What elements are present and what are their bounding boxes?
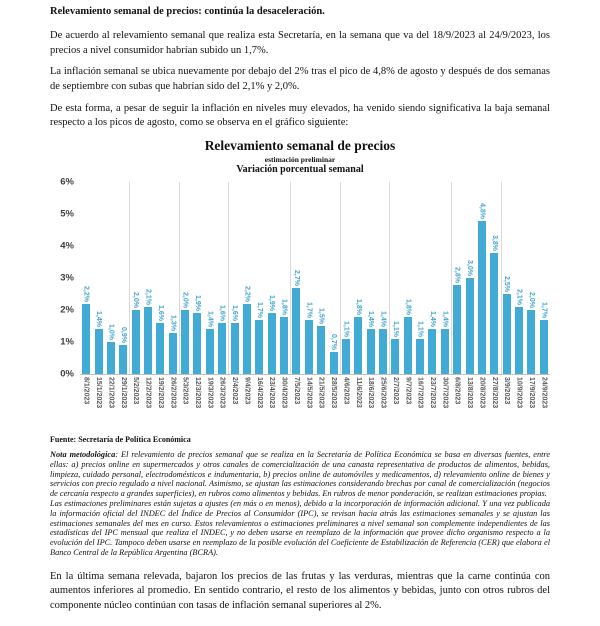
bar-25/6/2023 (379, 329, 387, 374)
x-axis-date-label: 5/2/2023 (132, 377, 140, 405)
bar-slot (389, 182, 401, 374)
bar-slot (488, 182, 500, 374)
x-axis-date-label: 14/5/2023 (305, 377, 313, 409)
bar-30/7/2023 (441, 329, 449, 374)
x-axis-date-label: 18/6/2023 (367, 377, 375, 409)
bar-slot (129, 182, 141, 374)
bar-28/5/2023 (330, 352, 338, 374)
bar-value-label: 2,1% (144, 288, 152, 305)
bar-20/8/2023 (478, 221, 486, 375)
bar-value-label: 1,6% (218, 304, 226, 321)
bar-19/3/2023 (206, 329, 214, 374)
bar-value-label: 2,0% (527, 292, 535, 309)
x-axis-date-label: 12/3/2023 (194, 377, 201, 409)
bar-slot (340, 182, 352, 374)
note-text-1: : El relevamiento de precios semanal que se realiza en la Secretaría de Política Económica se basa en diversas fuentes, entre ellas: a) precios online en supermercados y otros canales de comercialización de una canasta representativa de productos de alimentos, bebidas, limpieza, cuidado personal, electrodomésticos e indumentaria, b) precios online de automóviles y medicamentos, d) relevamiento online de bienes y servicios con precio regulado a nivel nacional. Asimismo, se ajustan las estimaciones considerando brechas por canal de comercialización (negocios de cercanía respecto a grandes superficies), en rubros como alimentos y bebidas. En rubros de menor ponderación, se realizan estimaciones propias. (50, 450, 551, 499)
y-tick-label: 4% (60, 240, 74, 252)
bar-value-label: 1,6% (231, 304, 239, 321)
x-axis-date-label: 17/9/2023 (527, 377, 535, 409)
chart-subtitle-variation: Variación porcentual semanal (236, 164, 364, 176)
bar-value-label: 1,4% (441, 311, 449, 328)
bar-24/9/2023 (540, 320, 548, 374)
bar-value-label: 2,1% (515, 288, 523, 305)
note-label: Nota metodológica (50, 450, 116, 460)
bar-19/2/2023 (156, 323, 164, 374)
x-axis-date-label: 23/7/2023 (429, 377, 436, 409)
bar-slot (105, 182, 117, 374)
bar-26/3/2023 (218, 323, 226, 374)
x-axis-date-label: 26/2/2023 (169, 377, 177, 409)
chart-body (50, 176, 550, 380)
bar-21/5/2023 (317, 326, 325, 374)
bar-value-label: 2,2% (82, 285, 90, 302)
y-tick-label: 6% (60, 176, 74, 188)
bar-5/3/2023 (181, 310, 189, 374)
source-line: Fuente: Secretaría de Política Económica (50, 435, 191, 445)
x-axis-date-label: 30/4/2023 (280, 377, 288, 409)
bar-9/4/2023 (243, 304, 251, 374)
bar-value-label: 1,7% (540, 301, 548, 318)
bar-16/7/2023 (416, 339, 424, 374)
x-axis-date-label: 7/5/2023 (292, 377, 300, 405)
x-axis-date-label: 21/5/2023 (317, 377, 325, 409)
bar-value-label: 0,7% (330, 333, 338, 350)
bar-value-label: 1,6% (156, 304, 164, 321)
bar-slot (451, 182, 463, 374)
document-heading: Relevamiento semanal de precios: continúa la desaceleración. (50, 6, 325, 17)
bar-9/7/2023 (404, 317, 412, 375)
bar-slot (538, 182, 550, 374)
y-tick-label: 3% (60, 272, 74, 284)
bar-14/5/2023 (305, 320, 313, 374)
bar-value-label: 1,7% (255, 301, 263, 318)
x-axis-date-label: 19/3/2023 (206, 377, 214, 409)
weekly-price-chart (50, 138, 550, 431)
bar-18/6/2023 (367, 329, 375, 374)
bar-12/3/2023 (193, 313, 201, 374)
x-axis-date-label: 28/5/2023 (330, 377, 338, 409)
paragraph-intro-chart: De esta forma, a pesar de seguir la inflación en niveles muy elevados, ha venido siendo significativa la baja semanal respecto a los picos de agosto, como se observa en el gráfico siguiente: (50, 102, 550, 129)
x-axis-date-label: 16/7/2023 (416, 377, 424, 409)
bar-slot (402, 182, 414, 374)
x-axis-date-label: 9/7/2023 (404, 377, 412, 405)
y-axis (50, 176, 80, 380)
bar-30/4/2023 (280, 317, 288, 375)
bar-value-label: 2,2% (243, 285, 251, 302)
bar-slot (92, 182, 104, 374)
bar-slot (179, 182, 191, 374)
bar-value-label: 0,9% (119, 327, 127, 344)
bar-3/9/2023 (503, 294, 511, 374)
bar-slot (228, 182, 240, 374)
bar-value-label: 1,9% (193, 295, 201, 312)
x-axis-date-label: 12/2/2023 (144, 377, 152, 409)
bar-17/9/2023 (527, 310, 535, 374)
bar-slot (501, 182, 513, 374)
bar-slot (364, 182, 376, 374)
bar-7/5/2023 (292, 288, 300, 374)
x-axis-date-label: 13/8/2023 (466, 377, 474, 409)
bar-value-label: 1,7% (305, 301, 313, 318)
bar-12/2/2023 (144, 307, 152, 374)
bar-value-label: 1,5% (317, 308, 325, 325)
bar-16/4/2023 (255, 320, 263, 374)
bar-10/9/2023 (515, 307, 523, 374)
bar-value-label: 1,1% (342, 320, 350, 337)
bar-slot (315, 182, 327, 374)
bar-value-label: 2,5% (503, 276, 511, 293)
x-axis-date-label: 4/6/2023 (342, 377, 350, 405)
x-axis-date-label: 26/3/2023 (218, 377, 226, 409)
bar-slot (426, 182, 438, 374)
bar-23/7/2023 (428, 329, 436, 374)
bar-value-label: 4,8% (478, 202, 486, 219)
y-tick-label: 0% (60, 368, 74, 380)
bar-value-label: 2,8% (453, 266, 461, 283)
x-axis-date-label: 2/4/2023 (231, 377, 239, 405)
bar-value-label: 1,4% (367, 311, 375, 328)
bar-15/1/2023 (95, 329, 103, 374)
y-tick-label: 5% (60, 208, 74, 220)
bar-value-label: 1,0% (107, 324, 115, 341)
chart-title: Relevamiento semanal de precios (204, 138, 396, 154)
note-paragraph-1 (50, 450, 550, 499)
bar-value-label: 3,0% (466, 260, 474, 277)
bar-13/8/2023 (466, 278, 474, 374)
x-axis-date-label: 11/6/2023 (354, 377, 362, 408)
bar-slot (290, 182, 302, 374)
bar-slot (117, 182, 129, 374)
x-axis-date-label: 24/9/2023 (540, 377, 548, 409)
bar-slot (513, 182, 525, 374)
bar-slot (377, 182, 389, 374)
bar-value-label: 1,8% (404, 298, 412, 315)
x-axis-date-label: 19/2/2023 (156, 377, 164, 409)
bar-6/8/2023 (453, 285, 461, 375)
y-tick-label: 1% (60, 336, 74, 348)
bar-slot (327, 182, 339, 374)
y-tick-label: 2% (60, 304, 74, 316)
bar-27/8/2023 (490, 253, 498, 375)
bar-slot (414, 182, 426, 374)
paragraph-week-result: De acuerdo al relevamiento semanal que realiza esta Secretaría, en la semana que va del 18/9/2023 al 24/9/2023, los precios a nivel consumidor habrían subido un 1,7%. (50, 30, 550, 56)
bar-slot (463, 182, 475, 374)
bar-slot (525, 182, 537, 374)
closing-paragraph: En la última semana relevada, bajaron los precios de las frutas y las verduras, mientras que la carne continúa con aumentos inferiores al promedio. En sentido contrario, el resto de los alimentos y bebidas, junto con otros rubros del componente núcleo continúan con tasas de inflación semanal superiores al 2%. (50, 570, 550, 612)
bar-8/1/2023 (82, 304, 90, 374)
bar-4/6/2023 (342, 339, 350, 374)
x-axis-date-label: 16/4/2023 (255, 377, 263, 409)
x-axis-date-label: 9/4/2023 (243, 377, 251, 405)
bar-22/1/2023 (107, 342, 115, 374)
bar-2/7/2023 (391, 339, 399, 374)
bar-value-label: 1,4% (206, 311, 214, 328)
bar-slot (154, 182, 166, 374)
plot-area (80, 182, 550, 375)
bar-value-label: 1,8% (354, 298, 362, 315)
x-axis-date-label: 10/9/2023 (515, 377, 523, 409)
bar-value-label: 1,3% (169, 314, 177, 331)
chart-subtitle-preliminary: estimación preliminar (264, 155, 336, 165)
x-axis-date-label: 15/1/2023 (95, 377, 103, 409)
x-axis-date-label: 5/3/2023 (181, 377, 189, 405)
x-axis-date-label: 6/8/2023 (453, 377, 461, 405)
bar-value-label: 1,4% (428, 311, 436, 328)
bar-5/2/2023 (132, 310, 140, 374)
bar-slot (352, 182, 364, 374)
x-axis-date-label: 23/4/2023 (268, 377, 276, 409)
bar-slot (80, 182, 92, 374)
bar-value-label: 1,1% (416, 320, 424, 337)
bar-slot (303, 182, 315, 374)
note-paragraph-2: Las estimaciones preliminares están sujetas a ajustes (en más o en menos), debido a la incorporación de información adicional. Y una vez publicada la información oficial del INDEC del Índice de Precios al Consumidor (IPC), se revisan hacia atrás las estimaciones semanales y se ajustan las estimaciones semanales del mes en curso. Estos relevamientos o estimaciones preliminares a nivel semanal son complemente independientes de las estadísticas del IPC mensual que realiza el INDEC, y no deben usarse en reemplazo de la información que provee dicho organismo respecto a la evolución del IPC. Tampoco deben usarse en reemplazo de la posible evolución del Coeficiente de Estabilización de Referencia (CER) que elabora el Banco Central de la República Argentina (BCRA). (50, 499, 550, 557)
bar-11/6/2023 (354, 317, 362, 375)
x-axis-date-label: 30/7/2023 (441, 377, 449, 409)
bar-value-label: 2,7% (292, 269, 300, 286)
bar-slot (167, 182, 179, 374)
bar-23/4/2023 (268, 313, 276, 374)
x-axis-date-label: 2/7/2023 (391, 377, 399, 405)
x-axis-labels (80, 375, 550, 431)
bar-slot (278, 182, 290, 374)
x-axis-date-label: 25/6/2023 (379, 377, 387, 409)
paragraph-below-2pct: La inflación semanal se ubica nuevamente por debajo del 2% tras el pico de 4,8% de agosto y después de dos semanas de septiembre con subas que habrían sido del 2,1% y 2,0%. (50, 66, 550, 93)
bar-slot (439, 182, 451, 374)
bar-value-label: 1,1% (391, 320, 399, 337)
bar-value-label: 3,8% (490, 234, 498, 251)
x-axis-date-label: 3/9/2023 (503, 377, 511, 405)
bar-slot (191, 182, 203, 374)
x-axis-date-label: 29/1/2023 (119, 377, 127, 409)
x-axis-date-label: 27/8/2023 (490, 377, 498, 409)
bar-29/1/2023 (119, 345, 127, 374)
bar-slot (476, 182, 488, 374)
bar-value-label: 1,9% (268, 295, 276, 312)
x-axis-date-label: 8/1/2023 (82, 377, 90, 405)
bar-slot (216, 182, 228, 374)
bar-slot (241, 182, 253, 374)
bar-value-label: 1,4% (379, 311, 387, 328)
bar-slot (204, 182, 216, 374)
bar-value-label: 1,4% (95, 311, 103, 328)
bar-2/4/2023 (231, 323, 239, 374)
bar-slot (253, 182, 265, 374)
bar-slot (266, 182, 278, 374)
bar-value-label: 2,0% (132, 292, 140, 309)
bar-slot (142, 182, 154, 374)
bar-value-label: 2,0% (181, 292, 189, 309)
x-axis-date-label: 22/1/2023 (107, 377, 115, 409)
x-axis-date-label: 20/8/2023 (478, 377, 486, 409)
bar-value-label: 1,8% (280, 298, 288, 315)
bar-26/2/2023 (169, 333, 177, 375)
methodological-note (50, 450, 550, 558)
